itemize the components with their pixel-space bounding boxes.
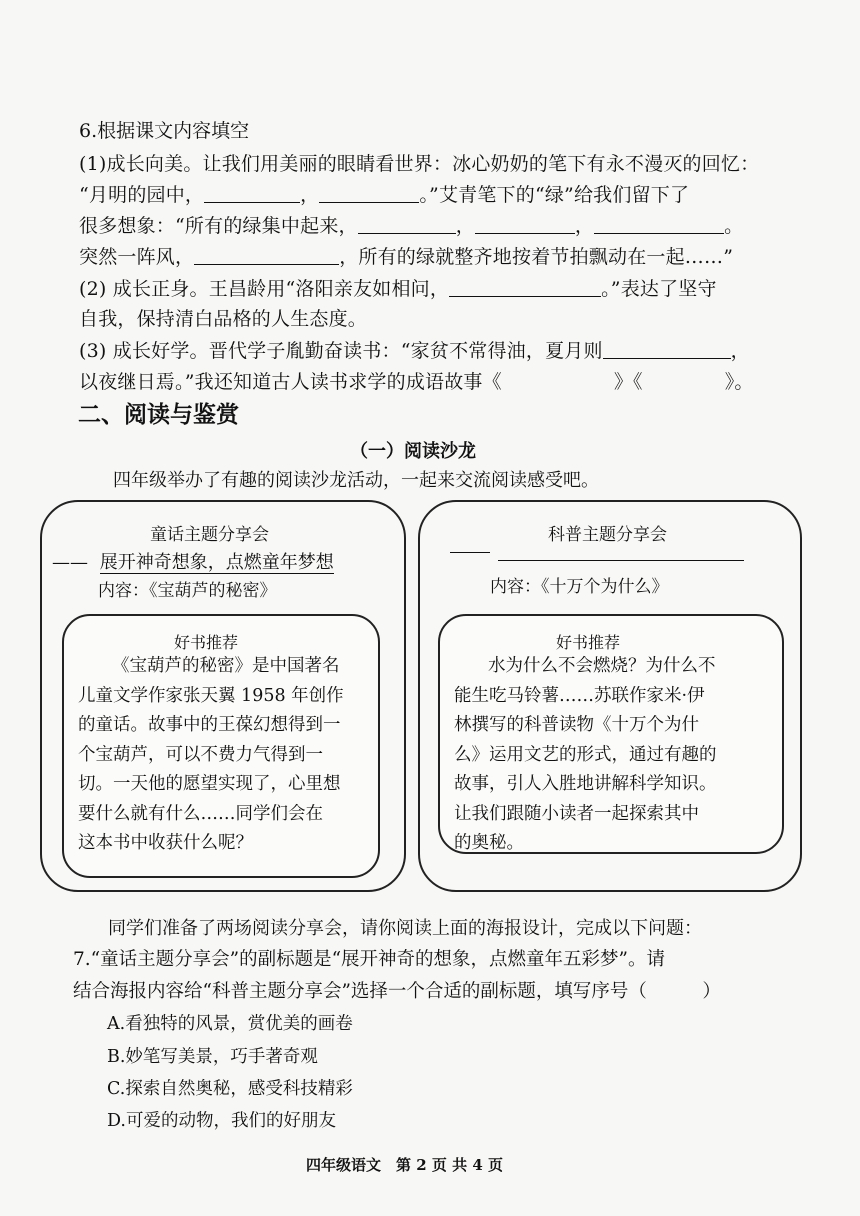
rec-line: 《宝葫芦的秘密》是中国著名 bbox=[112, 656, 340, 676]
rec-text bbox=[78, 652, 344, 859]
science-poster bbox=[418, 500, 802, 892]
salon-intro: 四年级举办了有趣的阅读沙龙活动，一起来交流阅读感受吧。 bbox=[113, 470, 599, 491]
rec-line: 水为什么不会燃烧？为什么不 bbox=[488, 656, 716, 676]
q6-line-8-text-a: 以夜继日焉。”我还知道古人读书求学的成语故事《 bbox=[79, 371, 502, 393]
rec-line: 的奥秘。 bbox=[454, 833, 524, 853]
answer-blank[interactable] bbox=[603, 339, 731, 359]
rec-line: 要什么就有什么……同学们会在 bbox=[78, 803, 323, 824]
answer-blank[interactable] bbox=[319, 183, 419, 203]
poster-title: 童话主题分享会 bbox=[150, 525, 269, 545]
subtitle-text: 展开神奇想象，点燃童年梦想 bbox=[99, 552, 334, 573]
question-6-title: 6.根据课文内容填空 bbox=[79, 120, 250, 142]
q6-line-4-text-b: ，所有的绿就整齐地按着节拍飘动在一起……” bbox=[339, 246, 734, 268]
option-b[interactable]: B.妙笔写美景，巧手著奇观 bbox=[107, 1047, 318, 1067]
rec-line: 这本书中收获什么呢？ bbox=[78, 833, 253, 853]
rec-line: 能生吃马铃薯……苏联作家米·伊 bbox=[454, 685, 705, 706]
q6-line-7 bbox=[79, 336, 750, 363]
q6-line-5-text-a: (2) 成长正身。王昌龄用“洛阳亲友如相问， bbox=[79, 278, 450, 300]
question-7-line-1: 7.“童话主题分享会”的副标题是“展开神奇的想象，点燃童年五彩梦”。请 bbox=[73, 949, 665, 970]
answer-blank[interactable] bbox=[449, 277, 601, 297]
poster-content: 内容：《十万个为什么》 bbox=[490, 577, 669, 597]
rec-text bbox=[454, 652, 717, 859]
rec-line: 的童话。故事中的王葆幻想得到一 bbox=[78, 715, 341, 735]
q6-line-5-text-b: 。”表达了坚守 bbox=[601, 278, 717, 300]
question-intro: 同学们准备了两场阅读分享会，请你阅读上面的海报设计，完成以下问题： bbox=[108, 918, 702, 939]
answer-blank[interactable] bbox=[194, 245, 339, 265]
answer-blank[interactable] bbox=[204, 183, 300, 203]
poster-subtitle bbox=[52, 548, 334, 574]
poster-title: 科普主题分享会 bbox=[548, 525, 667, 545]
salon-title: （一）阅读沙龙 bbox=[350, 441, 476, 462]
q6-line-4-text-a: 突然一阵风， bbox=[79, 246, 195, 268]
q6-line-2 bbox=[79, 180, 689, 207]
rec-title: 好书推荐 bbox=[174, 633, 239, 652]
fairy-tale-poster bbox=[40, 500, 406, 892]
q6-line-1: (1)成长向美。让我们用美丽的眼睛看世界：冰心奶奶的笔下有永不漫灭的回忆： bbox=[79, 153, 760, 175]
subtitle-answer-line[interactable] bbox=[498, 560, 744, 561]
q6-line-6: 自我，保持清白品格的人生态度。 bbox=[79, 308, 368, 330]
q6-line-8-text-b: 》《 bbox=[613, 371, 643, 393]
option-a[interactable]: A.看独特的风景，赏优美的画卷 bbox=[107, 1014, 353, 1034]
section-title: 二、阅读与鉴赏 bbox=[78, 401, 239, 428]
q6-line-8-text-c: 》。 bbox=[724, 371, 754, 393]
q6-line-3-text-b: ， bbox=[455, 215, 475, 237]
q6-line-2-text-a: “月明的园中， bbox=[79, 184, 205, 206]
q6-line-4 bbox=[79, 242, 733, 269]
poster-content: 内容：《宝葫芦的秘密》 bbox=[98, 581, 277, 601]
rec-line: 让我们跟随小读者一起探索其中 bbox=[454, 803, 699, 824]
answer-blank[interactable] bbox=[475, 214, 575, 234]
rec-line: 个宝葫芦，可以不费力气得到一 bbox=[78, 744, 323, 765]
book-recommendation-box bbox=[62, 614, 380, 878]
option-c[interactable]: C.探索自然奥秘，感受科技精彩 bbox=[107, 1079, 353, 1099]
question-7-line-2: 结合海报内容给“科普主题分享会”选择一个合适的副标题，填写序号（ ） bbox=[73, 981, 721, 1002]
rec-line: 么》运用文艺的形式，通过有趣的 bbox=[454, 744, 717, 765]
rec-line: 林撰写的科普读物《十万个为什 bbox=[454, 715, 699, 735]
q6-line-3-text-a: 很多想象：“所有的绿集中起来， bbox=[79, 215, 358, 237]
answer-blank[interactable] bbox=[358, 214, 456, 234]
q6-line-2-text-b: ， bbox=[300, 184, 320, 206]
rec-line: 切。一天他的愿望实现了，心里想 bbox=[78, 774, 341, 794]
q6-line-5 bbox=[79, 274, 717, 301]
page-footer: 四年级语文 第 2 页 共 4 页 bbox=[306, 1156, 503, 1174]
rec-line: 儿童文学作家张天翼 1958 年创作 bbox=[78, 685, 344, 706]
q6-line-7-text-b: ， bbox=[730, 340, 750, 362]
book-recommendation-box bbox=[438, 614, 784, 854]
option-d[interactable]: D.可爱的动物，我们的好朋友 bbox=[107, 1111, 336, 1131]
rec-line: 故事，引人入胜地讲解科学知识。 bbox=[454, 774, 717, 794]
q6-line-8 bbox=[79, 367, 754, 394]
q6-line-2-text-c: 。”艾青笔下的“绿”给我们留下了 bbox=[419, 184, 690, 206]
q6-line-3-text-d: 。 bbox=[724, 215, 744, 237]
rec-title: 好书推荐 bbox=[556, 633, 621, 652]
q6-line-7-text-a: (3) 成长好学。晋代学子胤勤奋读书：“家贫不常得油，夏月则 bbox=[79, 340, 603, 362]
q6-line-3 bbox=[79, 211, 743, 238]
subtitle-dash-line bbox=[450, 552, 490, 553]
q6-line-3-text-c: ， bbox=[574, 215, 595, 237]
subtitle-dash: —— bbox=[52, 552, 88, 573]
answer-blank[interactable] bbox=[594, 214, 724, 234]
